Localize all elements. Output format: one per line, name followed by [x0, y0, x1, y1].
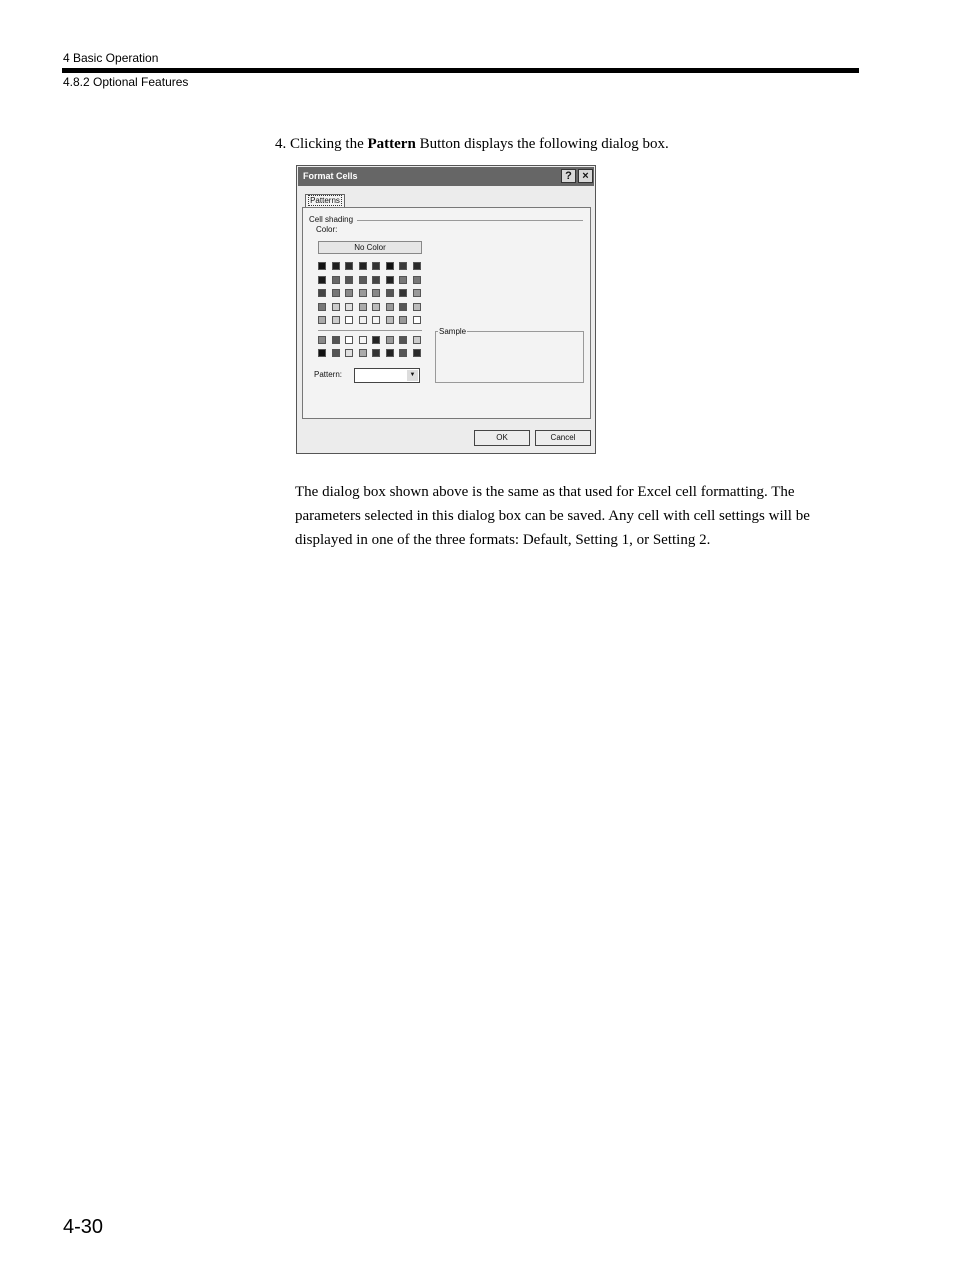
color-swatch[interactable] [332, 262, 340, 270]
palette-row [318, 289, 426, 303]
page-number: 4-30 [63, 1216, 104, 1238]
ok-button[interactable]: OK [474, 430, 530, 446]
color-swatch[interactable] [413, 276, 421, 284]
format-cells-dialog [296, 165, 596, 454]
step-suffix: Button displays the following dialog box. [419, 136, 669, 152]
color-swatch[interactable] [318, 276, 326, 284]
color-swatch[interactable] [399, 336, 407, 344]
cancel-button[interactable]: Cancel [535, 430, 591, 446]
color-swatch[interactable] [318, 303, 326, 311]
color-swatch[interactable] [318, 262, 326, 270]
palette-row [318, 349, 426, 363]
close-button[interactable]: × [578, 169, 593, 183]
header-rule [62, 68, 859, 73]
color-swatch[interactable] [332, 276, 340, 284]
color-swatch[interactable] [386, 349, 394, 357]
color-swatch[interactable] [345, 303, 353, 311]
color-swatch[interactable] [359, 262, 367, 270]
group-divider [357, 220, 583, 221]
color-swatch[interactable] [413, 289, 421, 297]
color-swatch[interactable] [318, 336, 326, 344]
color-swatch[interactable] [386, 289, 394, 297]
running-header-section: 4.8.2 Optional Features [63, 75, 189, 89]
color-swatch[interactable] [372, 262, 380, 270]
color-swatch[interactable] [359, 349, 367, 357]
color-swatch[interactable] [359, 276, 367, 284]
palette-separator [318, 330, 422, 331]
help-button[interactable]: ? [561, 169, 576, 183]
color-swatch[interactable] [386, 336, 394, 344]
color-swatch[interactable] [332, 316, 340, 324]
color-swatch[interactable] [399, 262, 407, 270]
color-swatch[interactable] [318, 349, 326, 357]
no-color-button[interactable]: No Color [318, 241, 422, 254]
color-swatch[interactable] [413, 303, 421, 311]
pattern-label: Pattern: [314, 370, 343, 379]
running-header-chapter: 4 Basic Operation [63, 51, 159, 65]
color-swatch[interactable] [332, 303, 340, 311]
color-swatch[interactable] [372, 289, 380, 297]
color-swatch[interactable] [372, 349, 380, 357]
step-prefix: Clicking the [290, 136, 364, 152]
color-swatch[interactable] [386, 316, 394, 324]
color-swatch[interactable] [359, 303, 367, 311]
color-swatch[interactable] [359, 316, 367, 324]
step-4 [275, 136, 669, 153]
palette-row [318, 336, 426, 350]
dialog-titlebar[interactable] [298, 167, 594, 186]
color-swatch[interactable] [345, 349, 353, 357]
color-swatch[interactable] [399, 303, 407, 311]
description-paragraph: The dialog box shown above is the same as that used for Excel cell formatting. The parameters selected in this dialog box can be saved. Any cell with cell settings will be displayed in one of the three formats: Default, Setting 1, or Setting 2. [295, 484, 810, 548]
color-palette [318, 262, 426, 363]
sample-label: Sample [439, 327, 467, 336]
sample-preview [435, 331, 584, 383]
color-swatch[interactable] [345, 289, 353, 297]
color-swatch[interactable] [318, 316, 326, 324]
color-swatch[interactable] [413, 349, 421, 357]
color-swatch[interactable] [359, 336, 367, 344]
color-swatch[interactable] [318, 289, 326, 297]
tab-patterns[interactable] [305, 194, 345, 207]
color-swatch[interactable] [413, 336, 421, 344]
color-swatch[interactable] [399, 349, 407, 357]
tab-patterns-label: Patterns [310, 196, 340, 205]
color-swatch[interactable] [399, 289, 407, 297]
color-label: Color: [316, 225, 338, 234]
pattern-dropdown[interactable] [354, 368, 420, 383]
color-swatch[interactable] [359, 289, 367, 297]
color-swatch[interactable] [332, 336, 340, 344]
color-swatch[interactable] [372, 316, 380, 324]
palette-row [318, 303, 426, 317]
color-swatch[interactable] [413, 316, 421, 324]
color-swatch[interactable] [345, 336, 353, 344]
cell-shading-label: Cell shading [309, 215, 354, 224]
color-swatch[interactable] [386, 262, 394, 270]
color-swatch[interactable] [372, 336, 380, 344]
palette-row [318, 276, 426, 290]
patterns-panel [302, 207, 591, 419]
color-swatch[interactable] [399, 316, 407, 324]
color-swatch[interactable] [332, 289, 340, 297]
color-swatch[interactable] [372, 303, 380, 311]
color-swatch[interactable] [372, 276, 380, 284]
chevron-down-icon[interactable]: ▼ [407, 370, 418, 381]
palette-row [318, 262, 426, 276]
color-swatch[interactable] [386, 303, 394, 311]
step-number: 4. [275, 136, 287, 152]
color-swatch[interactable] [332, 349, 340, 357]
palette-row [318, 316, 426, 330]
dialog-title: Format Cells [303, 171, 358, 181]
color-swatch[interactable] [345, 262, 353, 270]
step-bold: Pattern [367, 136, 416, 152]
color-swatch[interactable] [413, 262, 421, 270]
color-swatch[interactable] [345, 316, 353, 324]
color-swatch[interactable] [399, 276, 407, 284]
color-swatch[interactable] [345, 276, 353, 284]
color-swatch[interactable] [386, 276, 394, 284]
